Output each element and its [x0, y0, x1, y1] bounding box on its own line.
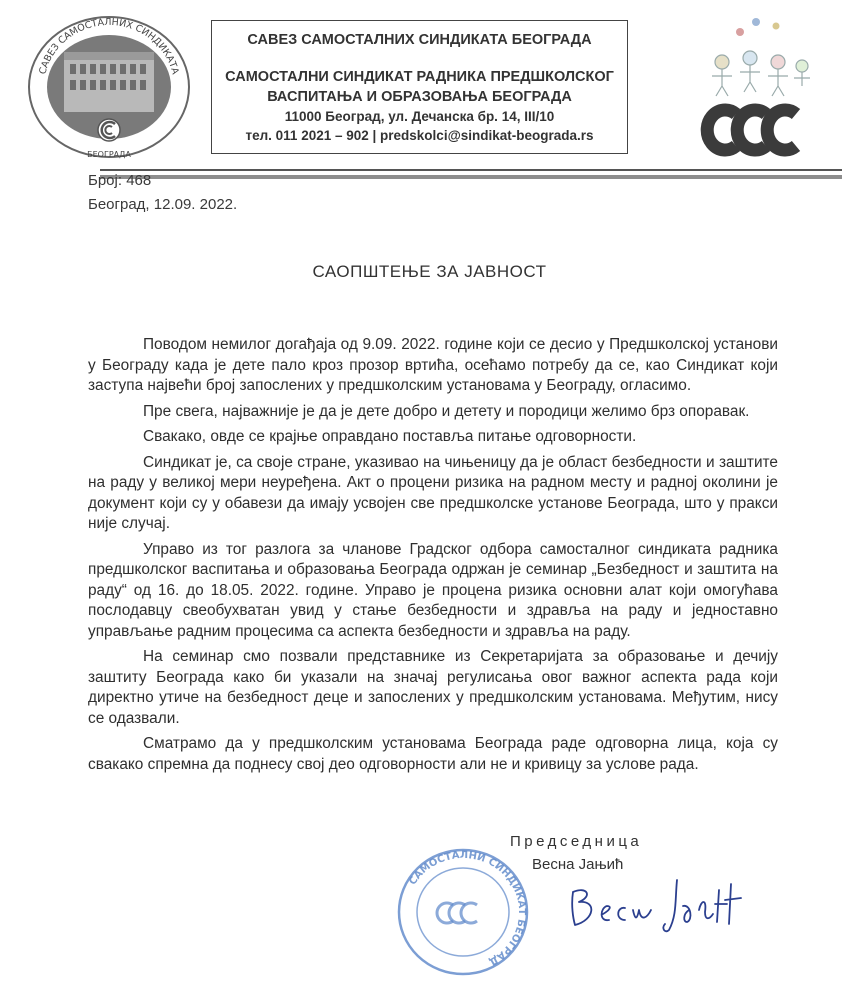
letterhead-federation: САВЕЗ САМОСТАЛНИХ СИНДИКАТА БЕОГРАДА	[247, 32, 592, 48]
stamp-text: САМОСТАЛНИ СИНДИКАТ БЕОГРАД	[407, 849, 528, 968]
paragraph: Синдикат је, са своје стране, указивао на чињеницу да је област безбедности и заштите на раду у великој мери неуређена. Акт о процени ризика на радном месту и радној околини је документ који су у обавези да имају усвојен све предшколске установе Београда, што у пракси није случај.	[88, 453, 778, 532]
logo-ring-text-bottom: БЕОГРАДА	[87, 150, 131, 159]
letterhead-box	[211, 20, 628, 154]
paragraph: Сматрамо да у предшколским установама Београда раде одговорна лица, која су свакако спремна да поднесу свој део одговорности али не и кривицу за услове рада.	[88, 735, 778, 773]
document-number: Број: 468	[88, 172, 152, 189]
document-body	[88, 335, 778, 775]
letterhead-union-line-2: ВАСПИТАЊА И ОБРАЗОВАЊА БЕОГРАДА	[267, 89, 572, 105]
logo-ring-text-top: САВЕЗ САМОСТАЛНИХ СИНДИКАТА	[37, 16, 181, 76]
paragraph: Свакако, овде се крајње оправдано поставља питање одговорности.	[143, 428, 637, 445]
official-stamp	[393, 845, 533, 980]
paragraph: Управо из тог разлога за чланове Градског одбора самосталног синдиката радника предшколског васпитања и образовања Београда одржан је семинар „Безбедност и заштита на раду“ од 16. до 18.05. 2022. године. Управо је процена ризика основни алат који омогућава послодавцу свеобухватан увид у стање безбедности и здравља на раду и једноставно управљање радним процесима са аспекта безбедности и здравља на раду.	[88, 540, 778, 640]
signatory-role: Председница	[510, 833, 643, 850]
signatory-name: Весна Јањић	[532, 856, 624, 873]
document-title: САОПШТЕЊЕ ЗА ЈАВНОСТ	[312, 262, 547, 281]
letterhead-union-name	[212, 67, 627, 107]
letterhead-contact: тел. 011 2021 – 902 | predskolci@sindikat-beograda.rs	[245, 128, 594, 143]
letterhead-address: 11000 Београд, ул. Дечанска бр. 14, III/10	[284, 109, 555, 124]
paragraph: На семинар смо позвали представнике из Секретаријата за образовање и дечију заштиту Београда како би указали на значај регулисања овог важног аспекта рада који директно утиче на безбедност деце и запослених у предшколским установама. Међутим, нису се одазвали.	[88, 648, 778, 727]
document-date: Београд, 12.09. 2022.	[88, 196, 238, 213]
union-logo	[24, 12, 194, 162]
children-union-logo	[700, 14, 820, 164]
header-rule-thick	[100, 175, 842, 179]
letterhead-union-line-1: САМОСТАЛНИ СИНДИКАТ РАДНИКА ПРЕДШКОЛСКОГ	[225, 69, 614, 85]
paragraph: Поводом немилог догађаја од 9.09. 2022. године који се десио у Предшколској установи у Београду када је дете пало кроз прозор вртића, осећамо потребу да се, као Синдикат који заступа највећи број запослених у предшколским установама у Београду, огласимо.	[88, 336, 778, 394]
handwritten-signature	[565, 870, 765, 940]
header-rule	[100, 169, 842, 171]
paragraph: Пре свега, најважније је да је дете добро и детету и породици желимо брз опоравак.	[143, 402, 750, 420]
